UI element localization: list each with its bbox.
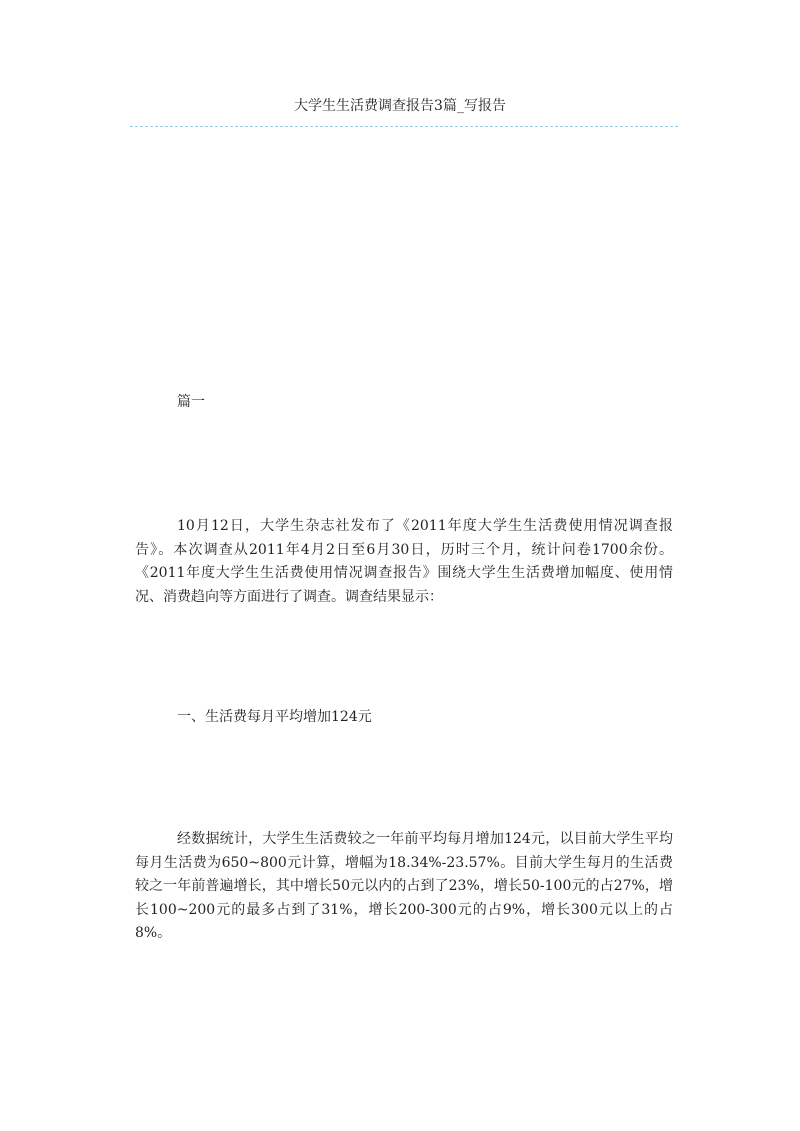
section-heading: 一、生活费每月平均增加124元 <box>177 709 372 725</box>
paragraph-intro: 10月12日，大学生杂志社发布了《2011年度大学生生活费使用情况调查报告》。本次调查从2011年4月2日至6月30日，历时三个月，统计问卷1700余份。《2011年度大学生生活费使用情况调查报告》围绕大学生生活费增加幅度、使用情况、消费趋向等方面进行了调查。调查结果显示： <box>135 518 673 605</box>
header-divider <box>130 126 678 127</box>
paragraph-statistics: 经数据统计，大学生生活费较之一年前平均每月增加124元，以目前大学生平均每月生活费为650~800元计算，增幅为18.34%-23.57%。目前大学生每月的生活费较之一年前普遍增长，其中增长50元以内的占到了23%，增长50-100元的占27%，增长100~200元的最多占到了31%，增长200-300元的占9%，增长300元以上的占8%。 <box>135 831 673 941</box>
part-label: 篇一 <box>177 394 205 410</box>
document-header-title: 大学生生活费调查报告3篇_写报告 <box>294 98 506 114</box>
